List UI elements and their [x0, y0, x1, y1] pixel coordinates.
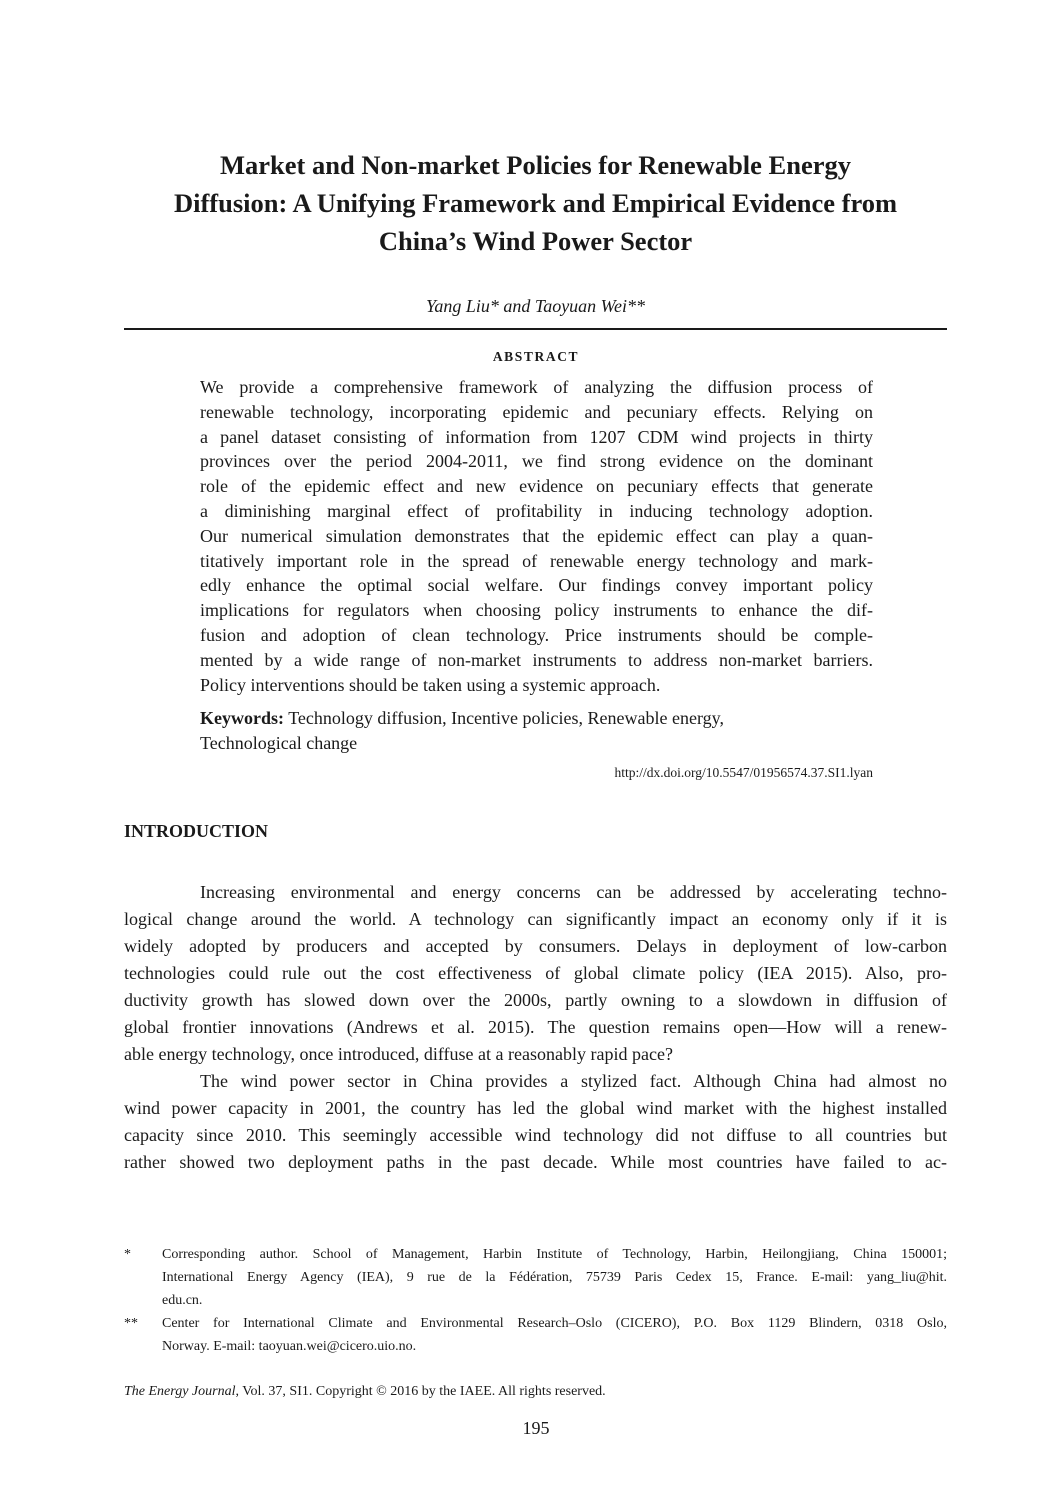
abstract-line: a panel dataset consisting of information from 1207 CDM wind projects in thirty	[200, 426, 873, 447]
abstract-line: provinces over the period 2004-2011, we find strong evidence on the dominant	[200, 451, 873, 472]
abstract-line: Policy interventions should be taken using a systemic approach.	[200, 674, 661, 695]
intro-line: capacity since 2010. This seemingly accessible wind technology did not diffuse to all countries but	[124, 1125, 947, 1145]
intro-line: rather showed two deployment paths in the past decade. While most countries have failed to ac-	[124, 1152, 947, 1172]
doi-link[interactable]: http://dx.doi.org/10.5547/01956574.37.SI1.lyan	[614, 765, 873, 780]
abstract-heading: ABSTRACT	[492, 349, 580, 364]
abstract-line: a diminishing marginal effect of profitability in inducing technology adoption.	[200, 500, 873, 521]
paper-title	[100, 146, 971, 260]
footnote-line: Norway. E-mail: taoyuan.wei@cicero.uio.no.	[162, 1339, 417, 1354]
keywords-text: Technology diffusion, Incentive policies, Renewable energy,	[288, 708, 724, 728]
footnote-line: Corresponding author. School of Management, Harbin Institute of Technology, Harbin, Heilongjiang, China 150001;	[162, 1247, 947, 1262]
introduction-text	[124, 879, 947, 1176]
title-line: China’s Wind Power Sector	[378, 226, 693, 256]
footnotes	[124, 1243, 947, 1358]
abstract-line: renewable technology, incorporating epidemic and pecuniary effects. Relying on	[200, 401, 873, 422]
section-heading-introduction: INTRODUCTION	[124, 821, 269, 841]
abstract-line: mented by a wide range of non-market instruments to address non-market barriers.	[200, 649, 873, 670]
page-number: 195	[522, 1418, 550, 1438]
intro-line: wind power capacity in 2001, the country has led the global wind market with the highest installed	[124, 1098, 947, 1118]
journal-name: The Energy Journal	[124, 1384, 236, 1399]
footnote-line: Center for International Climate and Environmental Research–Oslo (CICERO), P.O. Box 1129 Blindern, 0318 Oslo,	[162, 1316, 947, 1331]
abstract-line: role of the epidemic effect and new evidence on pecuniary effects that generate	[200, 476, 873, 497]
keywords	[200, 706, 873, 756]
intro-line: technologies could rule out the cost effectiveness of global climate policy (IEA 2015). Also, pro-	[124, 963, 947, 983]
intro-line: logical change around the world. A technology can significantly impact an economy only if it is	[124, 909, 947, 929]
footnote-mark: **	[124, 1316, 138, 1331]
intro-line: able energy technology, once introduced, diffuse at a reasonably rapid pace?	[124, 1044, 673, 1064]
footnote-mark: *	[124, 1247, 131, 1262]
abstract-line: titatively important role in the spread of renewable energy technology and mark-	[200, 550, 873, 571]
intro-line: widely adopted by producers and accepted by consumers. Delays in deployment of low-carbon	[124, 936, 947, 956]
abstract-line: fusion and adoption of clean technology. Price instruments should be comple-	[200, 624, 873, 645]
keywords-label: Keywords:	[200, 708, 284, 728]
footnote-2	[124, 1312, 947, 1358]
intro-line: global frontier innovations (Andrews et al. 2015). The question remains open—How will a renew-	[124, 1017, 947, 1037]
footnote-line: International Energy Agency (IEA), 9 rue de la Fédération, 75739 Paris Cedex 15, France. E-mail: yang_liu@hit.	[162, 1270, 947, 1285]
footnote-1	[124, 1243, 947, 1312]
title-line: Diffusion: A Unifying Framework and Empirical Evidence from	[173, 188, 898, 218]
journal-citation	[124, 1381, 606, 1403]
journal-details: , Vol. 37, SI1. Copyright © 2016 by the IAEE. All rights reserved.	[235, 1384, 606, 1399]
title-line: Market and Non-market Policies for Renewable Energy	[220, 150, 851, 180]
footnote-line: edu.cn.	[162, 1293, 203, 1308]
title-divider	[124, 328, 947, 330]
abstract-line: We provide a comprehensive framework of analyzing the diffusion process of	[200, 377, 873, 397]
author-line: Yang Liu* and Taoyuan Wei**	[425, 296, 646, 316]
intro-line: ductivity growth has slowed down over the 2000s, partly owning to a slowdown in diffusion of	[124, 990, 947, 1010]
intro-line: Increasing environmental and energy concerns can be addressed by accelerating techno-	[200, 882, 947, 902]
abstract-line: edly enhance the optimal social welfare. Our findings convey important policy	[200, 575, 873, 596]
keywords-line	[200, 706, 873, 731]
abstract-text	[200, 375, 873, 697]
keywords-line: Technological change	[200, 733, 358, 753]
intro-line: The wind power sector in China provides a stylized fact. Although China had almost no	[200, 1071, 947, 1091]
abstract-line: Our numerical simulation demonstrates that the epidemic effect can play a quan-	[200, 525, 873, 546]
abstract-line: implications for regulators when choosing policy instruments to enhance the dif-	[200, 600, 873, 621]
